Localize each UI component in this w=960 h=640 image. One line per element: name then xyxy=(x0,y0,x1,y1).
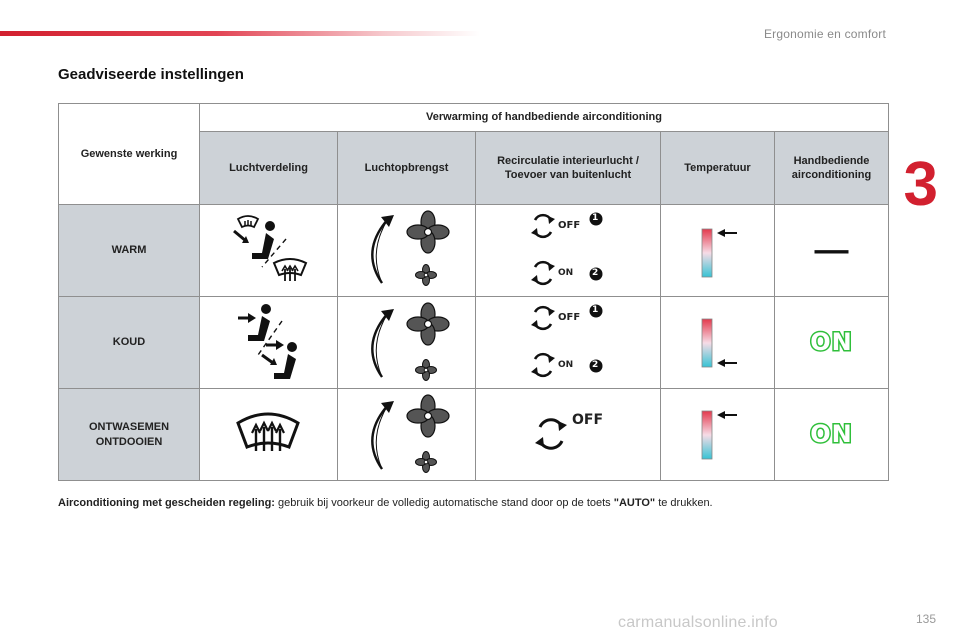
row-label-cell xyxy=(59,389,200,481)
watermark: carmanualsonline.info xyxy=(618,614,778,631)
footer-note xyxy=(58,497,858,509)
page-title: Geadviseerde instellingen xyxy=(58,66,244,83)
step-1-badge: 1 xyxy=(592,213,599,223)
feet-windscreen-icon xyxy=(200,205,337,296)
chapter-number: 3 xyxy=(903,150,938,219)
column-header-temperature: Temperatuur xyxy=(684,161,751,174)
temperature-scale-icon xyxy=(661,297,774,388)
distribution-cell xyxy=(200,205,338,297)
table-row xyxy=(59,389,889,481)
column-header xyxy=(661,132,775,205)
recirc-cell xyxy=(476,297,661,389)
windscreen-defrost-icon xyxy=(200,389,337,480)
column-header-ac: Handbediende airconditioning xyxy=(791,154,872,181)
row-header-label: Gewenste werking xyxy=(80,147,178,160)
page-number: 135 xyxy=(915,612,936,626)
recirc-off-label: OFF xyxy=(558,312,581,323)
ac-cell xyxy=(775,389,889,481)
group-header-cell xyxy=(200,104,889,132)
temperature-cell xyxy=(661,389,775,481)
distribution-cell xyxy=(200,297,338,389)
header-accent-bar xyxy=(0,31,480,36)
airflow-cell xyxy=(338,205,476,297)
temperature-scale-icon xyxy=(661,205,774,296)
fan-speed-icon xyxy=(338,389,475,480)
recirc-on-label: ON xyxy=(558,268,574,278)
recirculation-icon xyxy=(476,389,660,480)
column-header xyxy=(476,132,661,205)
airflow-cell xyxy=(338,297,476,389)
row-label: KOUD xyxy=(112,336,146,349)
recirc-off-label: OFF xyxy=(572,412,604,428)
ac-on-label: ON xyxy=(810,419,853,448)
step-2-badge: 2 xyxy=(592,360,599,370)
column-header xyxy=(200,132,338,205)
ac-cell xyxy=(775,297,889,389)
recirc-off-label: OFF xyxy=(558,220,581,231)
row-label: ONTWASEMEN ONTDOOIEN xyxy=(88,421,170,448)
row-label-cell xyxy=(59,297,200,389)
group-header-label: Verwarming of handbediende airconditioning xyxy=(426,111,662,124)
table-row xyxy=(59,297,889,389)
recirc-on-label: ON xyxy=(558,360,574,370)
recirc-cell xyxy=(476,389,661,481)
recirc-cell xyxy=(476,205,661,297)
column-header xyxy=(775,132,889,205)
face-feet-icon xyxy=(200,297,337,388)
row-label-cell xyxy=(59,205,200,297)
footer-note-bold: Airconditioning met gescheiden regeling: xyxy=(58,497,275,509)
column-header xyxy=(338,132,476,205)
settings-table xyxy=(58,103,889,481)
footer-note-key: "AUTO" xyxy=(613,497,656,509)
table-row xyxy=(59,205,889,297)
ac-on-label: ON xyxy=(810,327,853,356)
temperature-scale-icon xyxy=(661,389,774,480)
fan-speed-icon xyxy=(338,297,475,388)
row-header-cell xyxy=(59,104,200,205)
step-1-badge: 1 xyxy=(592,305,599,315)
temperature-cell xyxy=(661,205,775,297)
footer-note-end: te drukken. xyxy=(655,497,713,509)
ac-cell xyxy=(775,205,889,297)
column-header-recirculation: Recirculatie interieurlucht / Toevoer van buitenlucht xyxy=(497,154,639,181)
distribution-cell xyxy=(200,389,338,481)
ac-off-dash: — xyxy=(814,231,849,270)
fan-speed-icon xyxy=(338,205,475,296)
column-header-airflow: Luchtopbrengst xyxy=(364,161,449,174)
row-label: WARM xyxy=(111,244,147,257)
section-name: Ergonomie en comfort xyxy=(763,27,886,41)
step-2-badge: 2 xyxy=(592,268,599,278)
column-header-distribution: Luchtverdeling xyxy=(229,161,308,174)
footer-note-text: gebruik bij voorkeur de volledig automatische stand door op de toets xyxy=(274,497,614,509)
temperature-cell xyxy=(661,297,775,389)
airflow-cell xyxy=(338,389,476,481)
